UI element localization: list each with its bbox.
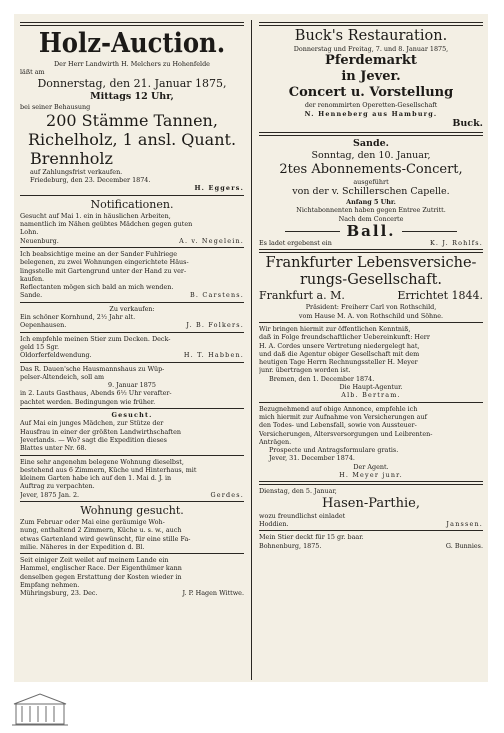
for-sale-heading: Zu verkaufen:	[109, 304, 155, 313]
section-rule	[259, 249, 483, 253]
insurance-line: vom Hause M. A. von Rothschild und Söhne.	[298, 311, 444, 320]
newspaper-page	[14, 14, 488, 682]
section-rule	[20, 553, 244, 554]
apartment-heading: Wohnung gesucht.	[80, 503, 184, 517]
sande-title: Sande.	[353, 137, 389, 149]
sande-date: Sonntag, den 10. Januar,	[311, 149, 431, 161]
notice-line: Ein schöner Kornhund, 2½ Jahr alt.	[20, 313, 136, 322]
sande-event: 2tes Abonnements-Concert,	[279, 161, 463, 177]
sande-signature-row	[259, 239, 483, 247]
notice-signature-row	[20, 491, 244, 499]
notice-line: Das R. Dauen'sche Hausmannshaus zu Wüp-	[20, 364, 165, 373]
section-rule	[20, 455, 244, 456]
insurance-line: junr. übertragen worden ist.	[259, 366, 351, 375]
insurance-line: H. A. Cordes unsere Vertretung niedergelegt hat,	[259, 341, 420, 350]
auction-goods: Richelholz, 1 ansl. Quant.	[27, 129, 237, 149]
notice-line: pachtet werden. Bedingungen wie früher.	[20, 397, 156, 406]
section-rule	[20, 501, 244, 502]
notice-line: Hammel, englischer Race. Der Eigenthümer kann	[20, 564, 182, 573]
notice-signature-row	[20, 237, 244, 245]
notice-line: kaufen.	[20, 274, 45, 283]
notice-line: Jeverlands. — Wo? sagt die Expedition dieses	[20, 435, 167, 444]
hare-line: Dienstag, den 5. Januar,	[259, 487, 337, 496]
bucks-title: Buck's Restauration.	[294, 28, 448, 44]
notice-line: lingsstelle mit Gartengrund unter der Hand zu ver-	[20, 266, 187, 275]
column-divider	[251, 20, 252, 680]
notice-place: Oepenhausen.	[20, 321, 67, 330]
notice-line: etwas Gartenland wird gewünscht, für eine stille Fa-	[20, 534, 191, 543]
auction-time: Mittags 12 Uhr,	[90, 90, 174, 102]
insurance-line: daß in Folge freundschaftlicher Uebereinkunft: Herr	[259, 333, 430, 342]
notice-signature-row	[20, 321, 244, 329]
notice-place: Oldorferfeldwendung.	[20, 351, 92, 360]
notice-place: Sande.	[20, 291, 43, 300]
notice-line: in 2. Lauts Gasthaus, Abends 6½ Uhr verafter-	[20, 389, 172, 398]
ball-flourish	[259, 223, 483, 239]
sande-line: Nach dem Concerte	[338, 214, 404, 223]
hare-place: Bohnenburg, 1875.	[259, 541, 322, 550]
insurance-signer: Alb. Bertram.	[341, 391, 401, 400]
auction-goods: Brennholz	[30, 148, 113, 168]
section-rule	[20, 302, 244, 303]
followup-line: mich hiermit zur Aufnahme von Versicherungen auf	[259, 412, 427, 421]
sande-signer: K. J. Rohlfs.	[429, 239, 483, 248]
hare-signature-row	[259, 520, 483, 528]
top-rule	[20, 22, 244, 26]
bucks-market: in Jever.	[341, 69, 401, 85]
notice-signer: J. B. Folkers.	[186, 321, 244, 330]
insurance-title: Frankfurter Lebensversiche-	[265, 255, 477, 272]
notice-line: Zum Februar oder Mai eine geräumige Woh-	[20, 517, 165, 526]
hare-signer: Janssen.	[446, 519, 483, 528]
insurance-city: Frankfurt a. M.	[259, 289, 345, 303]
auction-line: auf Zahlungsfrist verkaufen.	[30, 167, 123, 176]
hare-place: Hoddien.	[259, 519, 289, 528]
notice-line: Auf Mai ein junges Mädchen, zur Stütze der	[20, 419, 164, 428]
bucks-signer: Buck.	[452, 117, 483, 129]
hare-line: wozu freundlichst einladet	[259, 511, 346, 520]
bucks-line: Donnerstag und Freitag, 7. und 8. Januar 1875,	[293, 45, 449, 53]
bucks-line: der renommirten Operetten-Gesellschaft	[304, 101, 438, 110]
notice-line: Eine sehr angenehm belegene Wohnung dieselbst,	[20, 457, 184, 466]
notice-place: Jever, 1875 Jan. 2.	[20, 490, 80, 499]
notice-signature-row	[20, 351, 244, 359]
hare-title: Hasen-Parthie,	[322, 495, 420, 511]
insurance-line: Präsident: Freiherr Carl von Rothschild,	[305, 303, 437, 312]
notice-line: Empfang nehmen.	[20, 581, 80, 590]
bucks-company: N. Henneberg aus Hamburg.	[304, 109, 438, 118]
followup-line: den Todes- und Lebensfall, sowie von Aussteuer-	[259, 421, 417, 430]
notice-place: Mühringsburg, 23. Dec.	[20, 589, 98, 598]
sande-ball: Ball.	[346, 222, 396, 241]
left-column	[20, 20, 244, 598]
insurance-line: heutigen Tage Herrn Rechnungssteller H. Meyer	[259, 358, 418, 367]
auction-line: Der Herr Landwirth H. Melchers zu Hohenfelde	[54, 60, 210, 68]
section-rule	[20, 332, 244, 333]
followup-line: Prospecte und Antragsformulare gratis.	[269, 446, 399, 455]
insurance-title: rungs-Gesellschaft.	[299, 272, 443, 289]
hare-signer: G. Bunnies.	[445, 541, 483, 550]
flourish-left	[285, 231, 340, 232]
notice-place: Neuenburg.	[20, 236, 59, 245]
section-rule	[259, 322, 483, 323]
sande-line: Es ladet ergebenst ein	[259, 239, 332, 248]
notice-signer: H. T. Habben.	[183, 351, 244, 360]
hare-line: Mein Stier deckt für 15 gr. baar.	[259, 533, 364, 542]
notice-line: Blattes unter Nr. 68.	[20, 444, 87, 453]
section-rule	[20, 247, 244, 248]
notice-signer: J. P. Hagen Wittwe.	[182, 589, 244, 598]
notice-line: bestehend aus 6 Zimmern, Küche und Hinterhaus, mit	[20, 465, 197, 474]
section-rule	[259, 530, 483, 531]
notice-signature-row	[20, 291, 244, 299]
notice-line: Gesucht auf Mai 1. ein in häuslichen Arbeiten,	[20, 211, 171, 220]
auction-date: Donnerstag, den 21. Januar 1875,	[37, 76, 227, 90]
notice-line: nung, enthaltend 2 Zimmern, Küche u. s. w., auch	[20, 526, 182, 535]
notice-line: Lohn.	[20, 228, 39, 237]
notice-line: belegenen, zu zwei Wohnungen eingerichtete Häus-	[20, 258, 189, 267]
insurance-founded: Errichtet 1844.	[397, 289, 483, 303]
bucks-concert: Concert u. Vorstellung	[288, 85, 454, 101]
flourish-right	[402, 231, 457, 232]
followup-line: Anträgen.	[259, 437, 292, 446]
notice-signer: Gerdes.	[210, 490, 244, 499]
notice-line: namentlich im Nähen geübtes Mädchen gegen guten	[20, 220, 193, 229]
notice-signer: B. Carstens.	[190, 291, 244, 300]
notice-line: Hausfrau in einer der größten Landwirthschaften	[20, 427, 182, 436]
insurance-line: Wir bringen hiermit zur öffentlichen Kenntniß,	[259, 324, 411, 333]
notice-date: 9. Januar 1875	[108, 381, 156, 390]
library-building-logo	[10, 690, 70, 728]
auction-place-date: Friedeburg, den 23. December 1874.	[30, 176, 151, 185]
right-column	[259, 20, 483, 550]
section-rule	[259, 132, 483, 136]
notice-line: Ich empfehle meinen Stier zum Decken. Deck-	[20, 334, 171, 343]
auction-line: läßt am	[20, 68, 45, 77]
top-rule	[259, 22, 483, 26]
notice-line: denselben gegen Erstattung der Kosten wieder in	[20, 572, 182, 581]
notifications-heading: Notificationen.	[90, 197, 174, 211]
notice-line: kleinem Garten habe ich auf den 1. Mai d. J. in	[20, 474, 172, 483]
insurance-line: Die Haupt-Agentur.	[339, 383, 403, 392]
notice-line: Reflectanten mögen sich bald an mich wenden.	[20, 283, 174, 292]
auction-title: Holz-Auction.	[38, 28, 226, 59]
hare-signature-row	[259, 542, 483, 550]
followup-line: Der Agent.	[353, 462, 389, 471]
followup-line: Bezugnehmend auf obige Annonce, empfehle ich	[259, 404, 418, 413]
insurance-line: Bremen, den 1. December 1874.	[269, 374, 375, 383]
notice-line: Auftrag zu verpachten.	[20, 482, 95, 491]
bucks-market: Pferdemarkt	[325, 53, 417, 69]
sande-band: von der v. Schillerschen Capelle.	[292, 186, 450, 198]
section-rule	[20, 362, 244, 363]
notice-signer: A. v. Negelein.	[179, 236, 244, 245]
section-rule	[20, 408, 244, 409]
insurance-city-row	[259, 289, 483, 303]
followup-line: Versicherungen, Altersversorgungen und Leibrenten-	[259, 429, 433, 438]
notice-line: geld 15 Sgr.	[20, 342, 60, 351]
section-rule	[259, 481, 483, 485]
insurance-line: und daß die Agentur obiger Gesellschaft mit dem	[259, 349, 420, 358]
sande-line: Nichtabonnenten haben gegen Entree Zutritt.	[296, 206, 446, 215]
followup-line: Jever, 31. December 1874.	[269, 454, 355, 463]
auction-line: bei seiner Behausung	[20, 102, 91, 111]
notice-signature-row	[20, 589, 244, 597]
auction-signer: H. Eggers.	[194, 184, 244, 193]
notice-line: Seit einiger Zeit weilet auf meinem Lande ein	[20, 556, 169, 565]
section-rule	[20, 195, 244, 196]
notice-line: pelser-Altendeich, soll am	[20, 372, 105, 381]
sande-line: ausgeführt	[353, 177, 389, 186]
wanted-heading: Gesucht.	[111, 411, 153, 420]
section-rule	[259, 402, 483, 403]
auction-goods: 200 Stämme Tannen,	[46, 110, 218, 130]
followup-signer: H. Meyer junr.	[339, 471, 403, 480]
notice-line: Ich beabsichtige meine an der Sander Fuhlriege	[20, 249, 178, 258]
sande-start: Anfang 5 Uhr.	[346, 198, 396, 207]
notice-line: milie. Näheres in der Expedition d. Bl.	[20, 542, 145, 551]
